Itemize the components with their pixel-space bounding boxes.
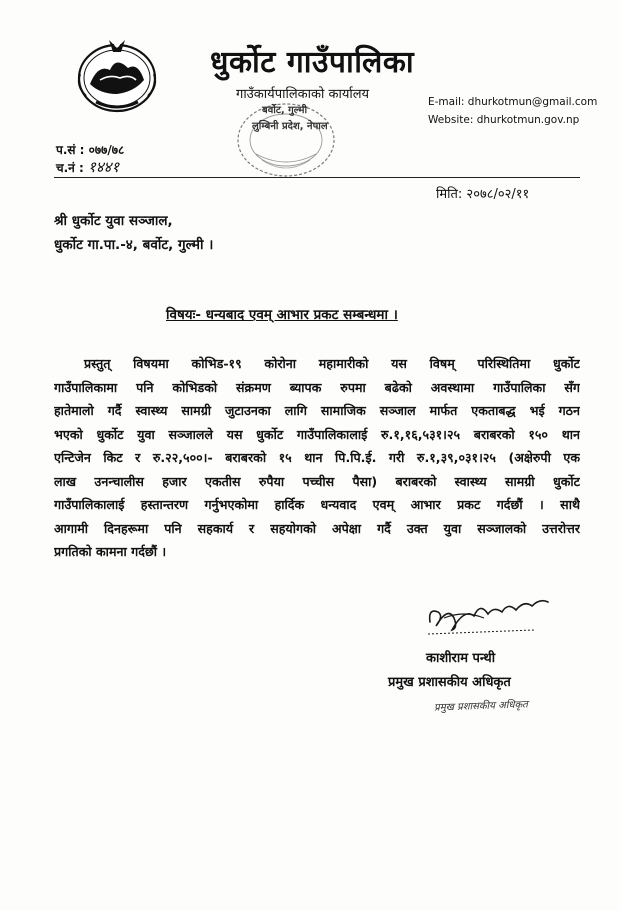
contact-email: E-mail: dhurkotmun@gmail.com bbox=[428, 96, 598, 108]
header-divider bbox=[54, 177, 580, 178]
body-line: एन्टिजेन किट र रु.२२,५००।- बराबरको १५ थान पि.पि.ई. गरी रु.१,३९,०३१।२५ (अक्षेरुपी एक bbox=[54, 450, 580, 465]
ps-value: ०७७/७८ bbox=[88, 143, 125, 157]
cn-label: च.नं : bbox=[56, 161, 84, 175]
letter-subject: विषयः- धन्यबाद एवम् आभार प्रकट सम्बन्धमा । bbox=[166, 307, 398, 323]
cn-value: १४४१ bbox=[88, 158, 120, 176]
body-line: आगामी दिनहरूमा पनि सहकार्य र सहयोगको अपेक्षा गर्दै उक्त युवा सञ्जालको उत्तरोत्तर bbox=[54, 520, 580, 536]
reference-ps bbox=[56, 141, 124, 158]
body-line: प्रस्तुत् विषयमा कोभिड-१९ कोरोना महामारीको यस विषम् परिस्थितिमा धुर्कोट bbox=[84, 356, 580, 371]
ps-label: प.सं : bbox=[56, 143, 85, 157]
letter-body bbox=[54, 355, 580, 567]
recipient-line1: श्री धुर्कोट युवा सञ्जाल, bbox=[54, 213, 173, 229]
stamp-address-line2: लुम्बिनी प्रदेश, नेपाल bbox=[252, 121, 328, 132]
reference-cn bbox=[56, 157, 119, 177]
body-line: गाउँपालिकामा पनि कोभिडको संक्रमण ब्यापक रुपमा बढेको अवस्थामा गाउँपालिका सँग bbox=[54, 379, 580, 395]
signatory-name: काशीराम पन्थी bbox=[426, 651, 496, 666]
signatory-title: प्रमुख प्रशासकीय अधिकृत bbox=[388, 675, 511, 690]
body-line: हातेमालो गर्दै स्वास्थ्य सामग्री जुटाउनका लागि सामाजिक सञ्जाल मार्फत एकताबद्ध भई गठन bbox=[54, 403, 580, 418]
body-line: गाउँपालिकालाई हस्तान्तरण गर्नुभएकोमा हार्दिक धन्यवाद एवम् आभार प्रकट गर्दछौं । साथै bbox=[54, 497, 580, 512]
contact-website: Website: dhurkotmun.gov.np bbox=[428, 114, 580, 126]
org-title: धुर्कोट गाउँपालिका bbox=[210, 45, 415, 80]
recipient-line2: धुर्कोट गा.पा.-४, बर्वोट, गुल्मी । bbox=[54, 237, 214, 253]
body-line: प्रगतिको कामना गर्दछौं । bbox=[54, 544, 167, 559]
office-subtitle: गाउँकार्यपालिकाको कार्यालय bbox=[236, 87, 370, 102]
stamp-address-line1: बर्वोट, गुल्मी bbox=[262, 105, 308, 116]
letter-date: मिति: २०७८/०२/११ bbox=[436, 187, 530, 202]
body-line: लाख उनन्चालीस हजार एकतीस रुपैया पच्चीस पैसा) बराबरको स्वास्थ्य सामग्री धुर्कोट bbox=[54, 473, 580, 489]
handwritten-signature bbox=[424, 588, 554, 640]
signatory-stamp: प्रमुख प्रशासकीय अधिकृत bbox=[433, 699, 529, 714]
body-line: भएको धुर्कोट युवा सञ्जालले यस धुर्कोट गाउँपालिकालाई रु.१,१६,५३१।२५ बराबरको १५० थान bbox=[54, 426, 580, 442]
nepal-emblem-logo bbox=[76, 34, 158, 114]
